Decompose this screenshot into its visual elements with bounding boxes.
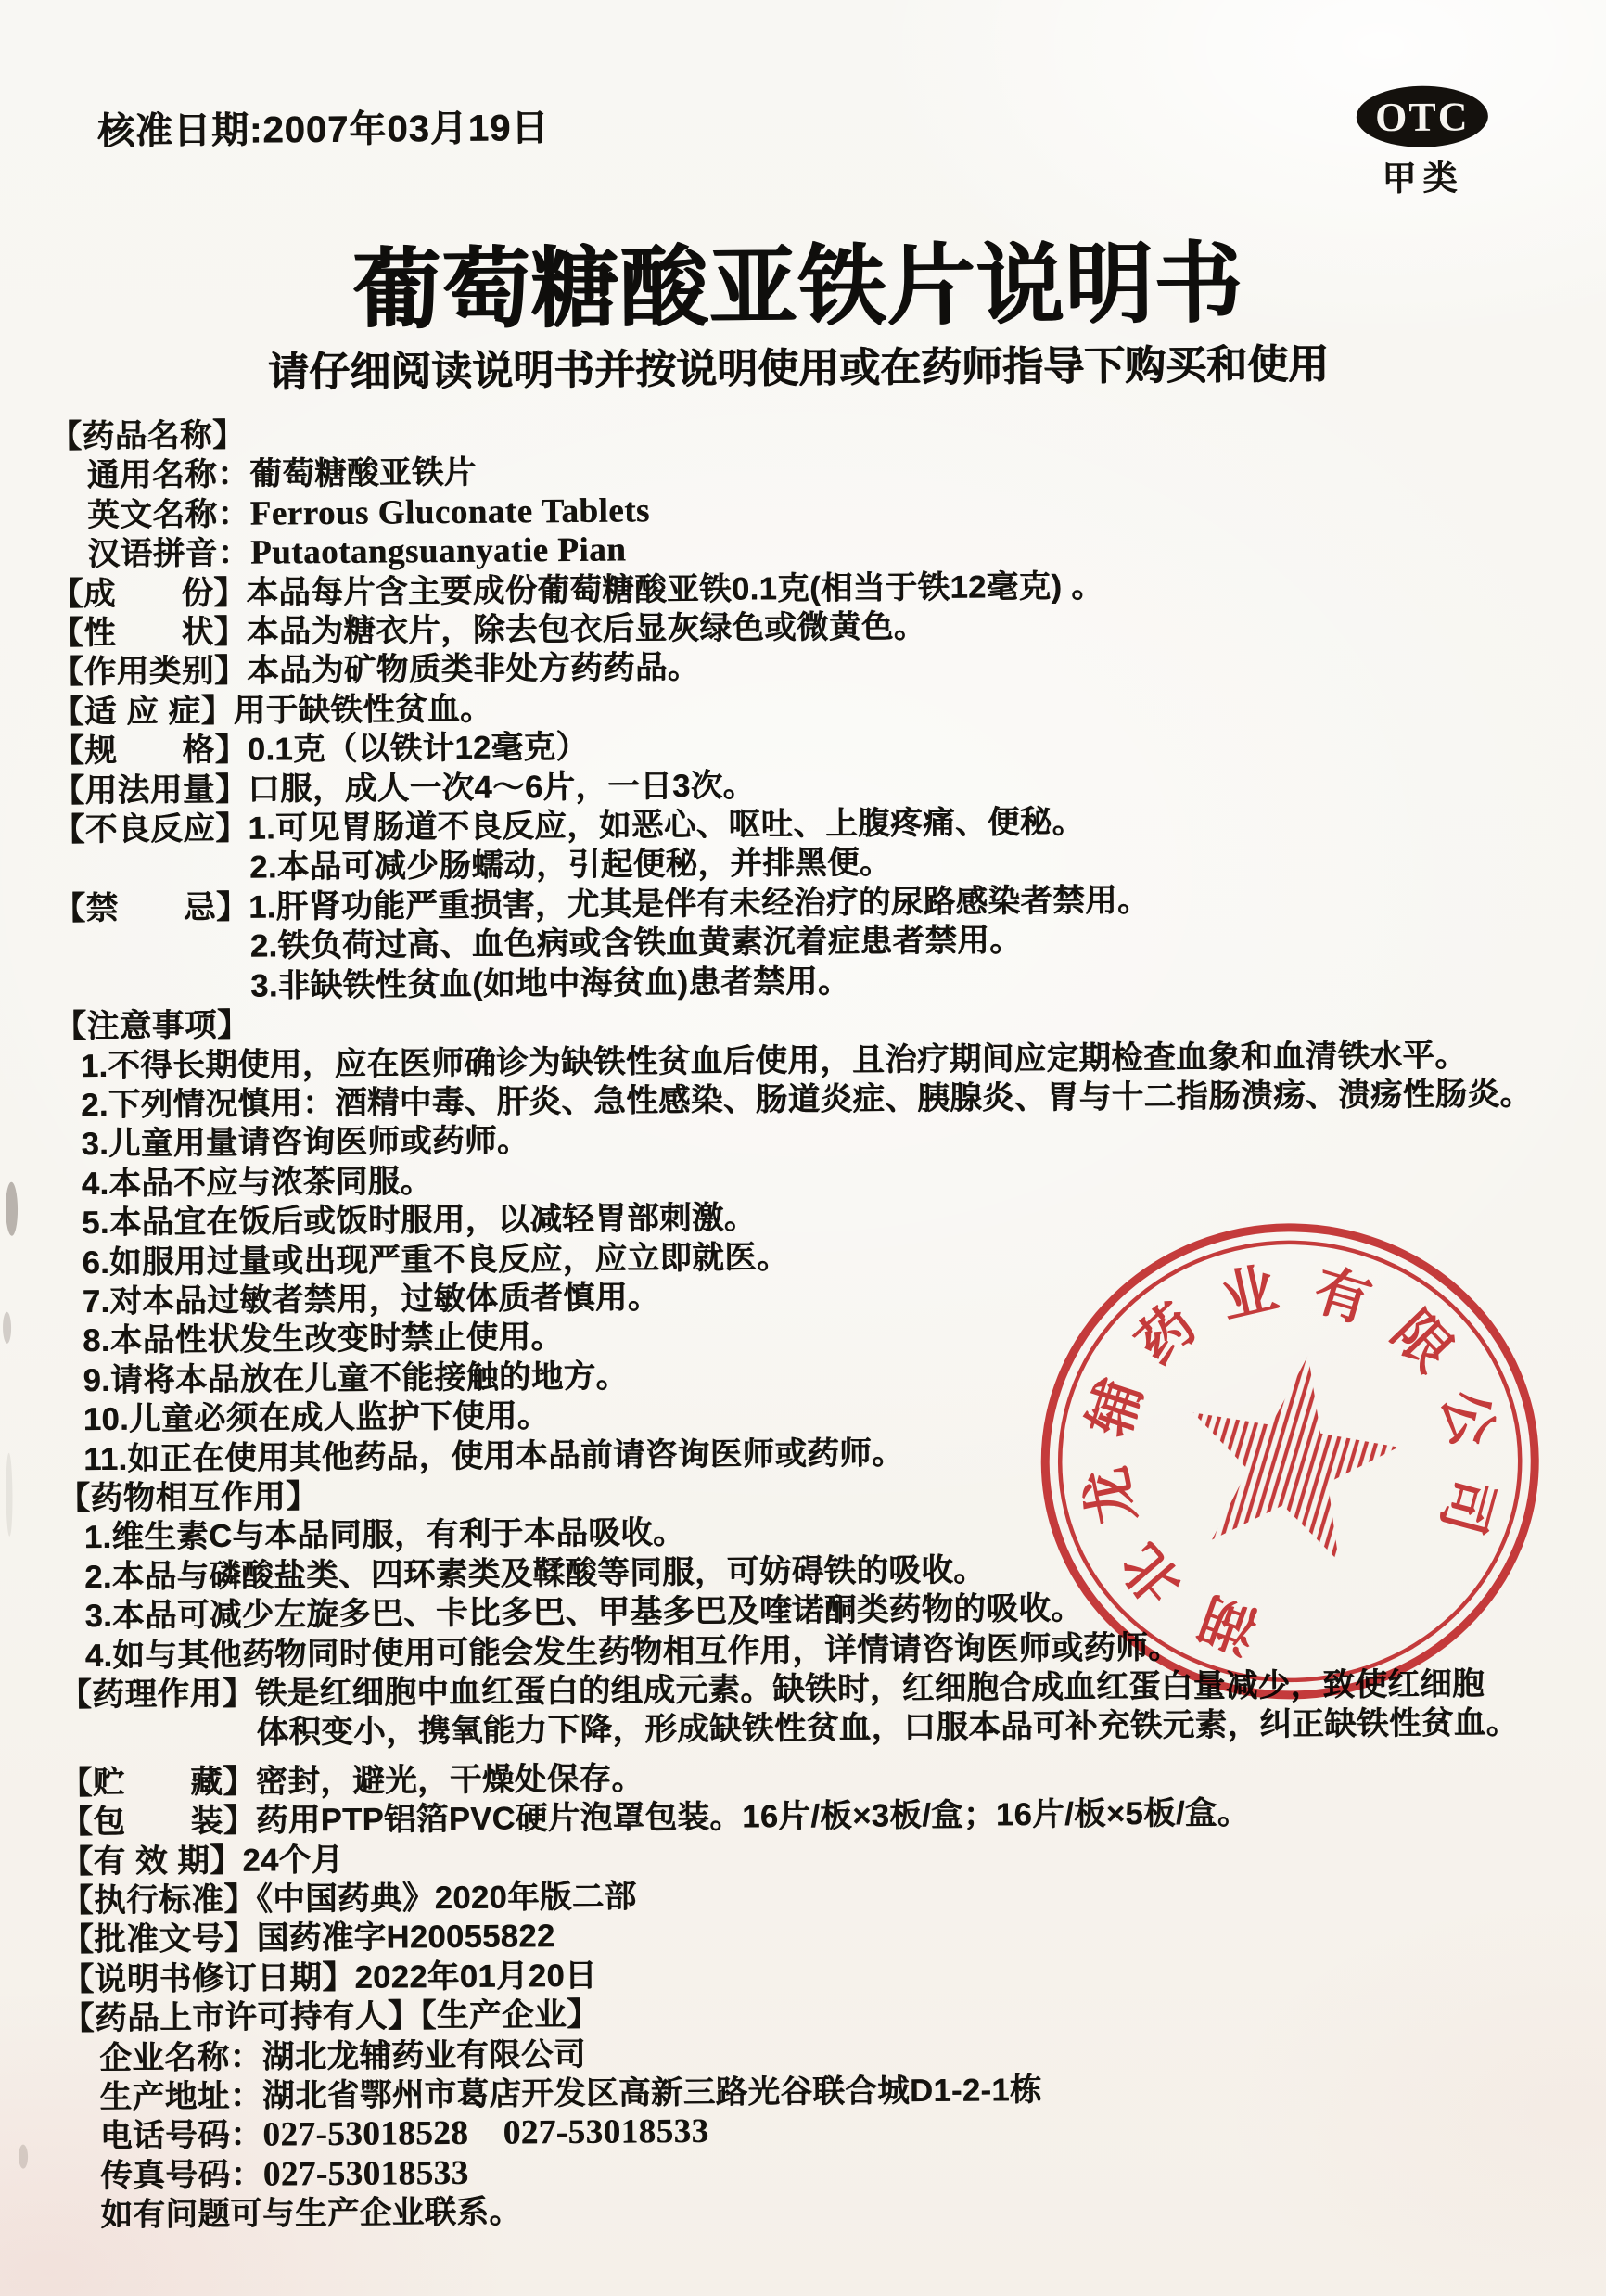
row-key: 企业名称： — [99, 2039, 262, 2076]
row-label: 【用法用量】 — [52, 772, 249, 810]
row-value: 027-53018528 027-53018533 — [262, 2112, 709, 2155]
seal-char: 辅 — [1077, 1371, 1154, 1445]
scan-speck — [3, 1312, 11, 1344]
row-text: 体积变小，携氧能力下降，形成缺铁性贫血，口服本品可补充铁元素，纠正缺铁性贫血。 — [256, 1705, 1519, 1752]
row-label: 【药品上市许可持有人】【生产企业】 — [61, 1997, 600, 2037]
row-label: 【批准文号】 — [61, 1921, 257, 1958]
row-label: 【药品名称】 — [49, 417, 246, 455]
row-text: 4.如与其他药物同时使用可能会发生药物相互作用，详情请咨询医师或药师。 — [84, 1629, 1181, 1674]
row-text: 2.铁负荷过高、血色病或含铁血黄素沉着症患者禁用。 — [249, 923, 1023, 964]
row-label: 【规 格】 — [52, 732, 248, 770]
row-label: 【性 状】 — [51, 614, 247, 652]
row-label: 【适 应 症】 — [51, 693, 234, 731]
row-text: 国药准字H20055822 — [256, 1919, 555, 1958]
row-text: 铁是红细胞中血红蛋白的组成元素。缺铁时，红细胞合成血红蛋白量减少，致使红细胞 — [254, 1666, 1485, 1712]
seal-char: 公 — [1431, 1383, 1505, 1453]
row-label: 【作用类别】 — [51, 654, 248, 691]
seal-char: 北 — [1109, 1533, 1193, 1616]
otc-class-label: 甲类 — [1382, 159, 1464, 198]
row-text: 3.本品可减少左旋多巴、卡比多巴、甲基多巴及喹诺酮类药物的吸收。 — [84, 1590, 1084, 1635]
row-key: 英文名称： — [87, 496, 250, 533]
otc-logo-icon — [1357, 85, 1489, 147]
row-text: 本品每片含主要成份葡萄糖酸亚铁0.1克(相当于铁12毫克) 。 — [246, 568, 1104, 611]
row-label: 【贮 藏】 — [59, 1764, 256, 1802]
otc-badge — [1353, 85, 1493, 200]
row-text: 2.本品可减少肠蠕动，引起便秘，并排黑便。 — [249, 845, 892, 887]
row-value: 湖北省鄂州市葛店开发区高新三路光谷联合城D1-2-1栋 — [261, 2073, 1042, 2114]
row-label: 【有 效 期】 — [60, 1843, 243, 1880]
row-key: 电话号码： — [99, 2118, 263, 2155]
row-key: 汉语拼音： — [87, 535, 251, 573]
seal-char: 有 — [1306, 1257, 1379, 1334]
row-label: 【成 份】 — [50, 575, 247, 612]
page-title: 葡萄糖酸亚铁片说明书 — [351, 235, 1243, 340]
row-text: 1.不得长期使用，应在医师确诊为缺铁性贫血后使用，且治疗期间应定期检查血象和血清铁水平。 — [80, 1037, 1468, 1084]
row-text: 口服，成人一次4～6片，一日3次。 — [247, 768, 756, 808]
row-text: 1.维生素C与本品同服，有利于本品吸收。 — [83, 1515, 686, 1556]
scan-speck — [19, 2145, 28, 2169]
seal-char: 湖 — [1192, 1585, 1266, 1663]
row-value: Ferrous Gluconate Tablets — [249, 491, 650, 533]
scan-speck — [6, 1453, 13, 1537]
row-text: 11.如正在使用其他药品，使用本品前请咨询医师或药师。 — [83, 1435, 905, 1477]
row-value: 027-53018533 — [262, 2153, 469, 2194]
row-value: 湖北龙辅药业有限公司 — [261, 2036, 586, 2075]
row-label: 【包 装】 — [60, 1803, 256, 1841]
row-text: 8.本品性状发生改变时禁止使用。 — [83, 1320, 564, 1359]
row-label: 【执行标准】 — [60, 1881, 257, 1920]
row-key: 传真号码： — [100, 2157, 263, 2194]
row-text: 如有问题可与生产企业联系。 — [100, 2194, 522, 2234]
otc-logo-text: OTC — [1374, 93, 1470, 140]
row-text: 药用PTP铝箔PVC硬片泡罩包装。16片/板×3板/盒；16片/板×5板/盒。 — [255, 1795, 1250, 1839]
seal-char: 限 — [1380, 1299, 1464, 1384]
row-text: 24个月 — [242, 1842, 344, 1879]
row-text: 0.1克（以铁计12毫克） — [247, 730, 589, 768]
row-label: 【不良反应】 — [52, 810, 249, 848]
seal-char: 药 — [1124, 1292, 1208, 1376]
row-text: 密封，避光，干燥处保存。 — [255, 1761, 644, 1800]
row-text: 3.非缺铁性贫血(如地中海贫血)患者禁用。 — [250, 963, 850, 1004]
row-label: 【注意事项】 — [54, 1007, 250, 1045]
row-text: 4.本品不应与浓茶同服。 — [81, 1163, 433, 1202]
row-text: 6.如服用过量或出现严重不良反应，应立即就医。 — [82, 1239, 790, 1281]
row-text: 10.儿童必须在成人监护下使用。 — [83, 1398, 550, 1438]
approval-date: 核准日期:2007年03月19日 — [96, 108, 550, 152]
row-text: 3.儿童用量请咨询医师或药师。 — [81, 1123, 529, 1163]
company-seal-stamp — [1026, 1209, 1554, 1719]
row-key: 通用名称： — [86, 457, 250, 494]
row-text: 9.请将本品放在儿童不能接触的地方。 — [83, 1358, 629, 1398]
seal-char: 龙 — [1074, 1461, 1146, 1529]
seal-char: 司 — [1430, 1471, 1505, 1541]
row-key: 生产地址： — [99, 2078, 263, 2116]
page-subtitle: 请仔细阅读说明书并按说明使用或在药师指导下购买和使用 — [267, 341, 1330, 396]
row-text: 1.肝肾功能严重损害，尤其是伴有未经治疗的尿路感染者禁用。 — [248, 882, 1151, 925]
row-label: 【禁 忌】 — [53, 889, 249, 927]
scan-speck — [6, 1182, 18, 1236]
row-text: 本品为糖衣片，除去包衣后显灰绿色或微黄色。 — [246, 608, 926, 650]
seal-star-icon — [1192, 1355, 1399, 1563]
row-label: 【药物相互作用】 — [57, 1479, 319, 1517]
row-value: Putaotangsuanyatie Pian — [249, 530, 627, 572]
row-value: 葡萄糖酸亚铁片 — [249, 455, 477, 493]
row-text: 1.可见胃肠道不良反应，如恶心、呕吐、上腹疼痛、便秘。 — [248, 804, 1085, 847]
row-text: 《中国药典》2020年版二部 — [256, 1879, 637, 1918]
row-text: 2022年01月20日 — [354, 1958, 598, 1996]
row-label: 【药理作用】 — [59, 1676, 255, 1714]
seal-char: 业 — [1215, 1256, 1283, 1331]
row-text: 用于缺铁性贫血。 — [233, 691, 493, 729]
row-text: 7.对本品过敏者禁用，过敏体质者慎用。 — [82, 1280, 660, 1320]
row-label: 【说明书修订日期】 — [61, 1959, 355, 1998]
row-text: 2.下列情况慎用：酒精中毒、肝炎、急性感染、肠道炎症、胰腺炎、胃与十二指肠溃疡、溃疡性肠炎。 — [81, 1076, 1533, 1124]
row-text: 5.本品宜在饭后或饭时服用，以减轻胃部刺激。 — [82, 1200, 757, 1242]
row-text: 本品为矿物质类非处方药药品。 — [246, 650, 700, 690]
row-text: 2.本品与磷酸盐类、四环素类及鞣酸等同服，可妨碍铁的吸收。 — [84, 1552, 987, 1595]
